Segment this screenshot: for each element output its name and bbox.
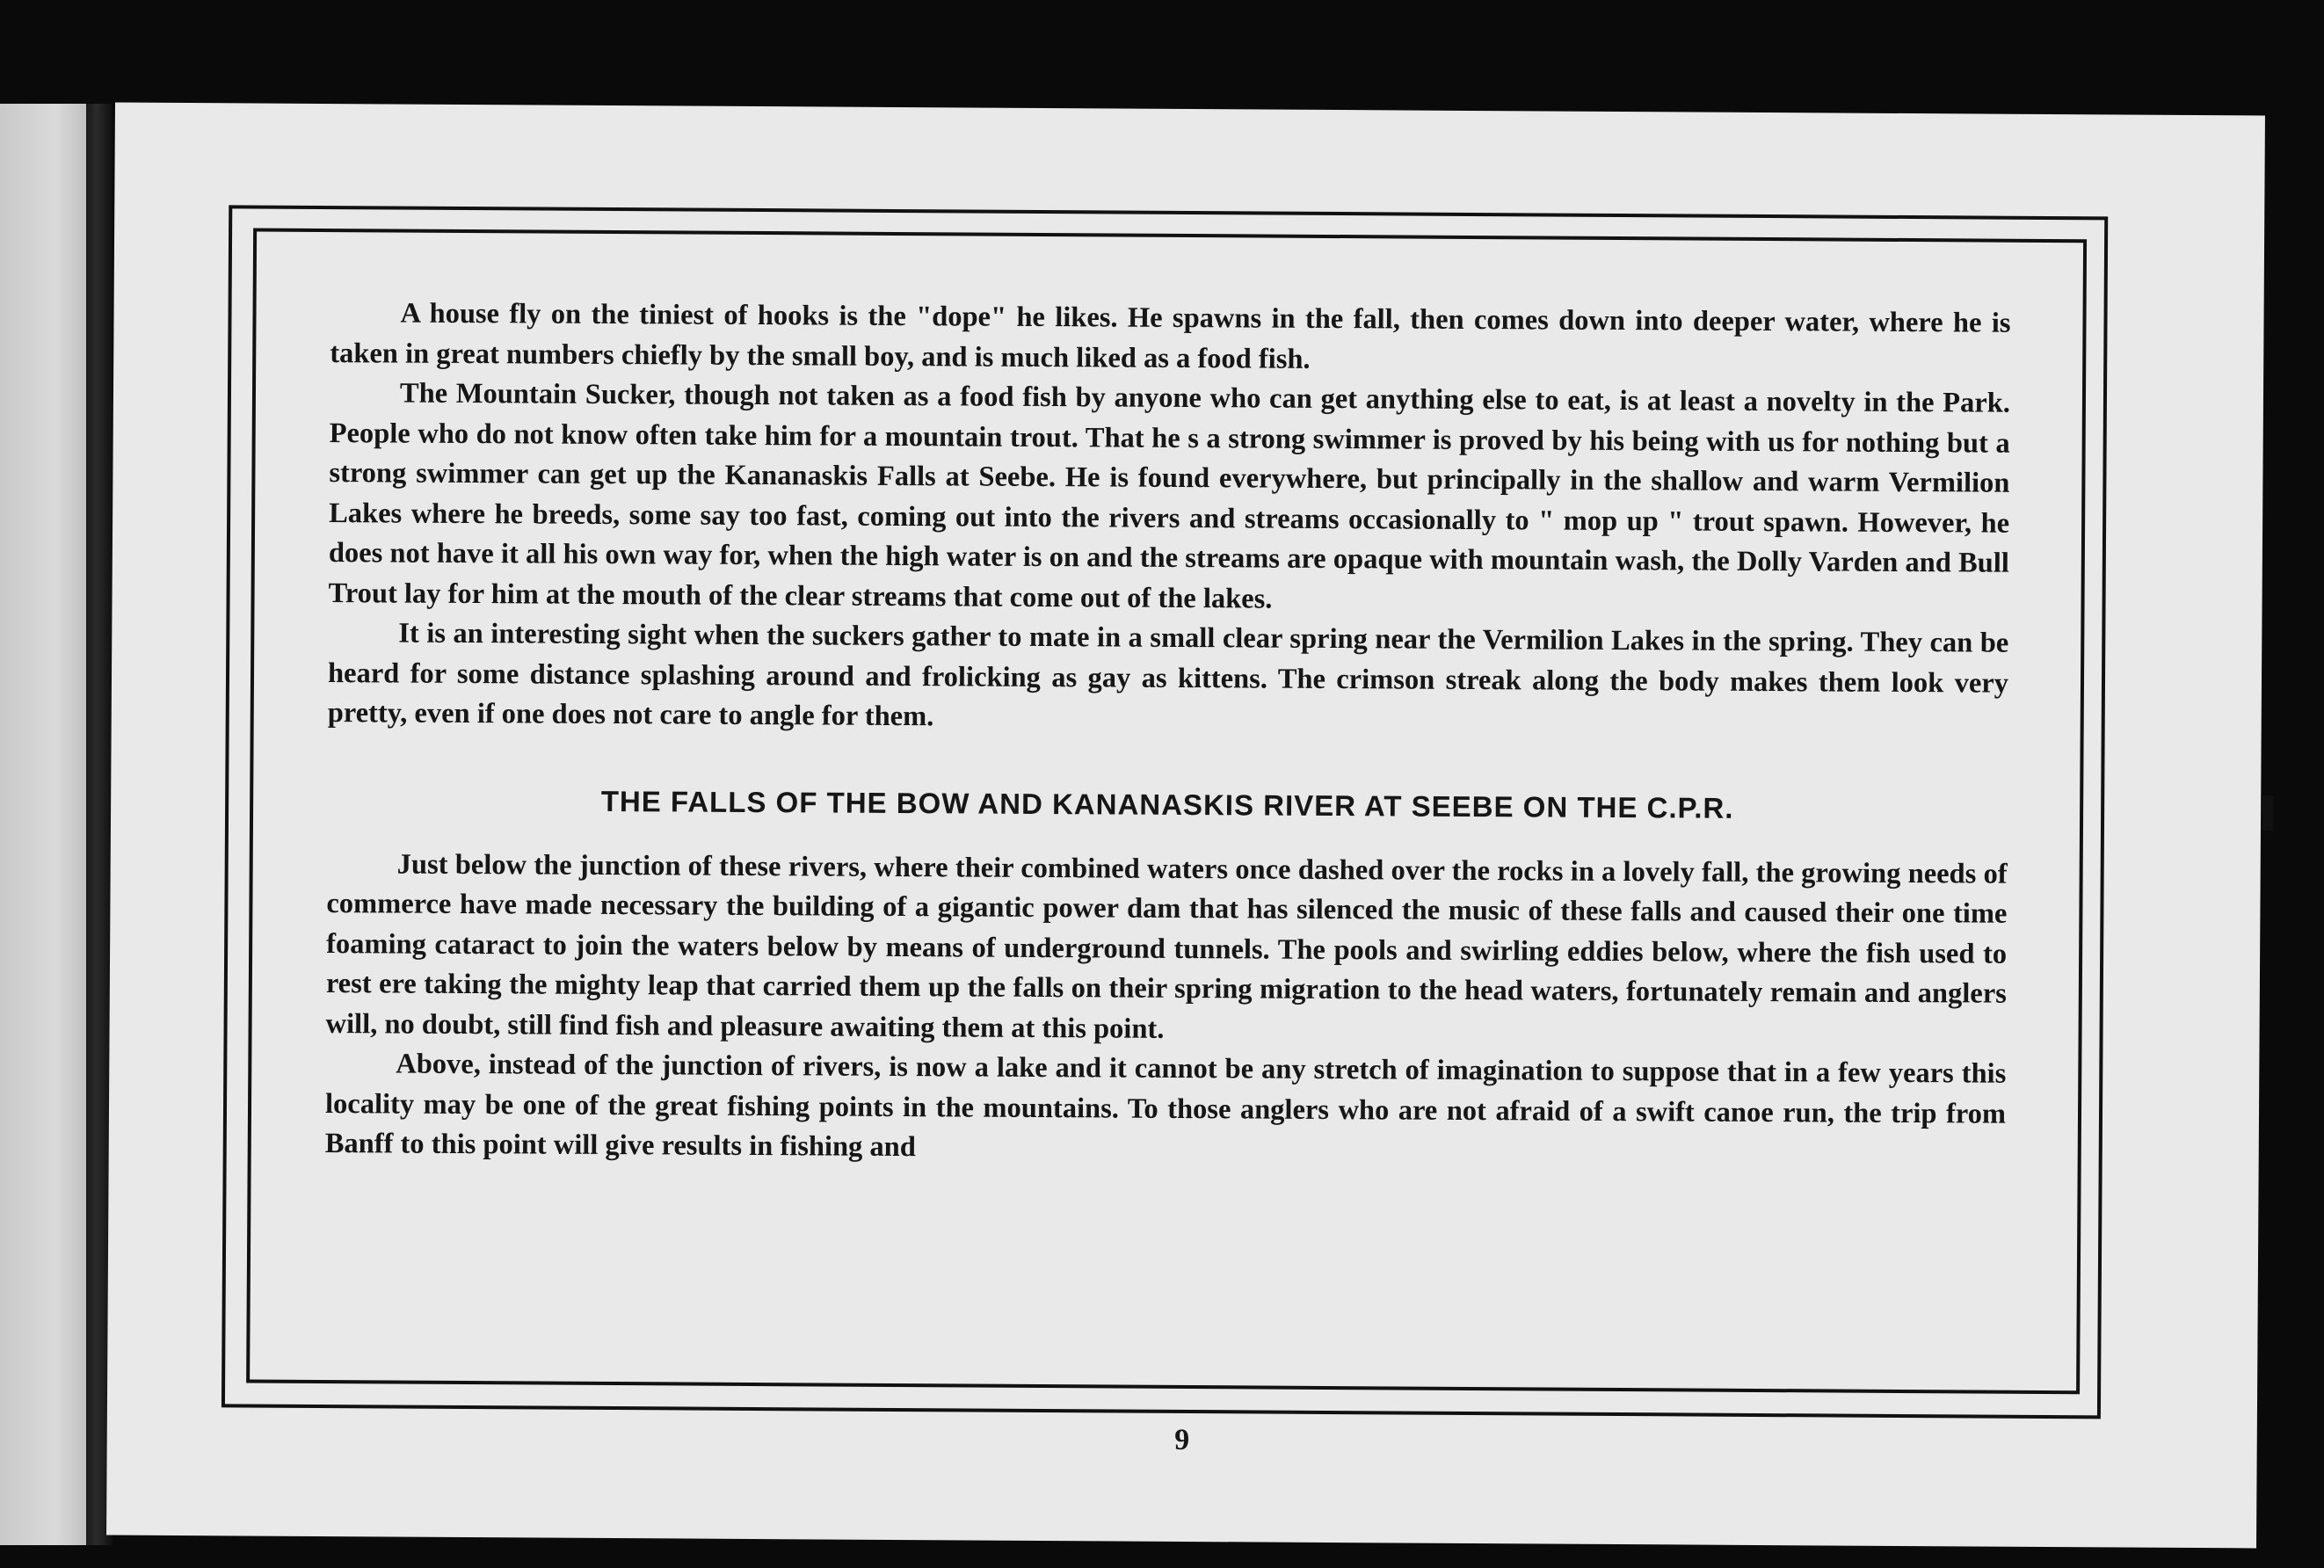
page-number: 9 (1174, 1423, 1190, 1457)
paragraph-junction-falls: Just below the junction of these rivers, where their combined waters once dashed over the rocks in a lovely fall, the growing needs of commerce have made necessary the building of a gigantic power dam that has silenced the music of these falls and caused their one time foaming cataract to join the waters below by means of underground tunnels. The pools and swirling eddies below, where the fish used to rest ere taking the mighty leap that carried them up the falls on their spring migration to the head waters, fortunately remain and anglers will, no doubt, still find fish and pleasure awaiting them at this point. (325, 848, 2008, 1045)
book-page (106, 103, 2265, 1549)
paragraph-house-fly: A house fly on the tiniest of hooks is the "dope" he likes. He spawns in the fall, then comes down into deeper water, where he is taken in great numbers chiefly by the small boy, and is much liked as a food fish. (330, 297, 2011, 375)
page-text-block (325, 294, 2011, 1174)
paragraph-lake-above: Above, instead of the junction of rivers, is now a lake and it cannot be any stretch of imagination to suppose that in a few years this locality may be one of the great fishing points in the mountains. To those anglers who are not afraid of a swift canoe run, the trip from Banff to this point will give results in fishing and (324, 1048, 2007, 1164)
section-heading: THE FALLS OF THE BOW AND KANANASKIS RIVER AT SEEBE ON THE C.P.R. (600, 784, 1734, 824)
left-page-edge (0, 104, 91, 1545)
paragraph-mountain-sucker: The Mountain Sucker, though not taken as a food fish by anyone who can get anything else to eat, is at least a novelty in the Park. People who do not know often take him for a mountain trout. That he s a strong swimmer is proved by his being with us for nothing but a strong swimmer can get up the Kananaskis Falls at Seebe. He is found everywhere, but principally in the shallow and warm Vermilion Lakes where he breeds, some say too fast, coming out into the rivers and streams occasionally to " mop up " trout spawn. However, he does not have it all his own way for, when the high water is on and the streams are opaque with mountain wash, the Dolly Varden and Bull Trout lay for him at the mouth of the clear streams that come out of the lakes. (328, 377, 2011, 615)
page-edge-mark (2262, 795, 2273, 831)
paragraph-suckers-mating: It is an interesting sight when the suckers gather to mate in a small clear spring near the Vermilion Lakes in the spring. They can be heard for some distance splashing around and frolicking as gay as kittens. The crimson streak along the body makes them look very pretty, even if one does not care to angle for them. (327, 617, 2009, 733)
